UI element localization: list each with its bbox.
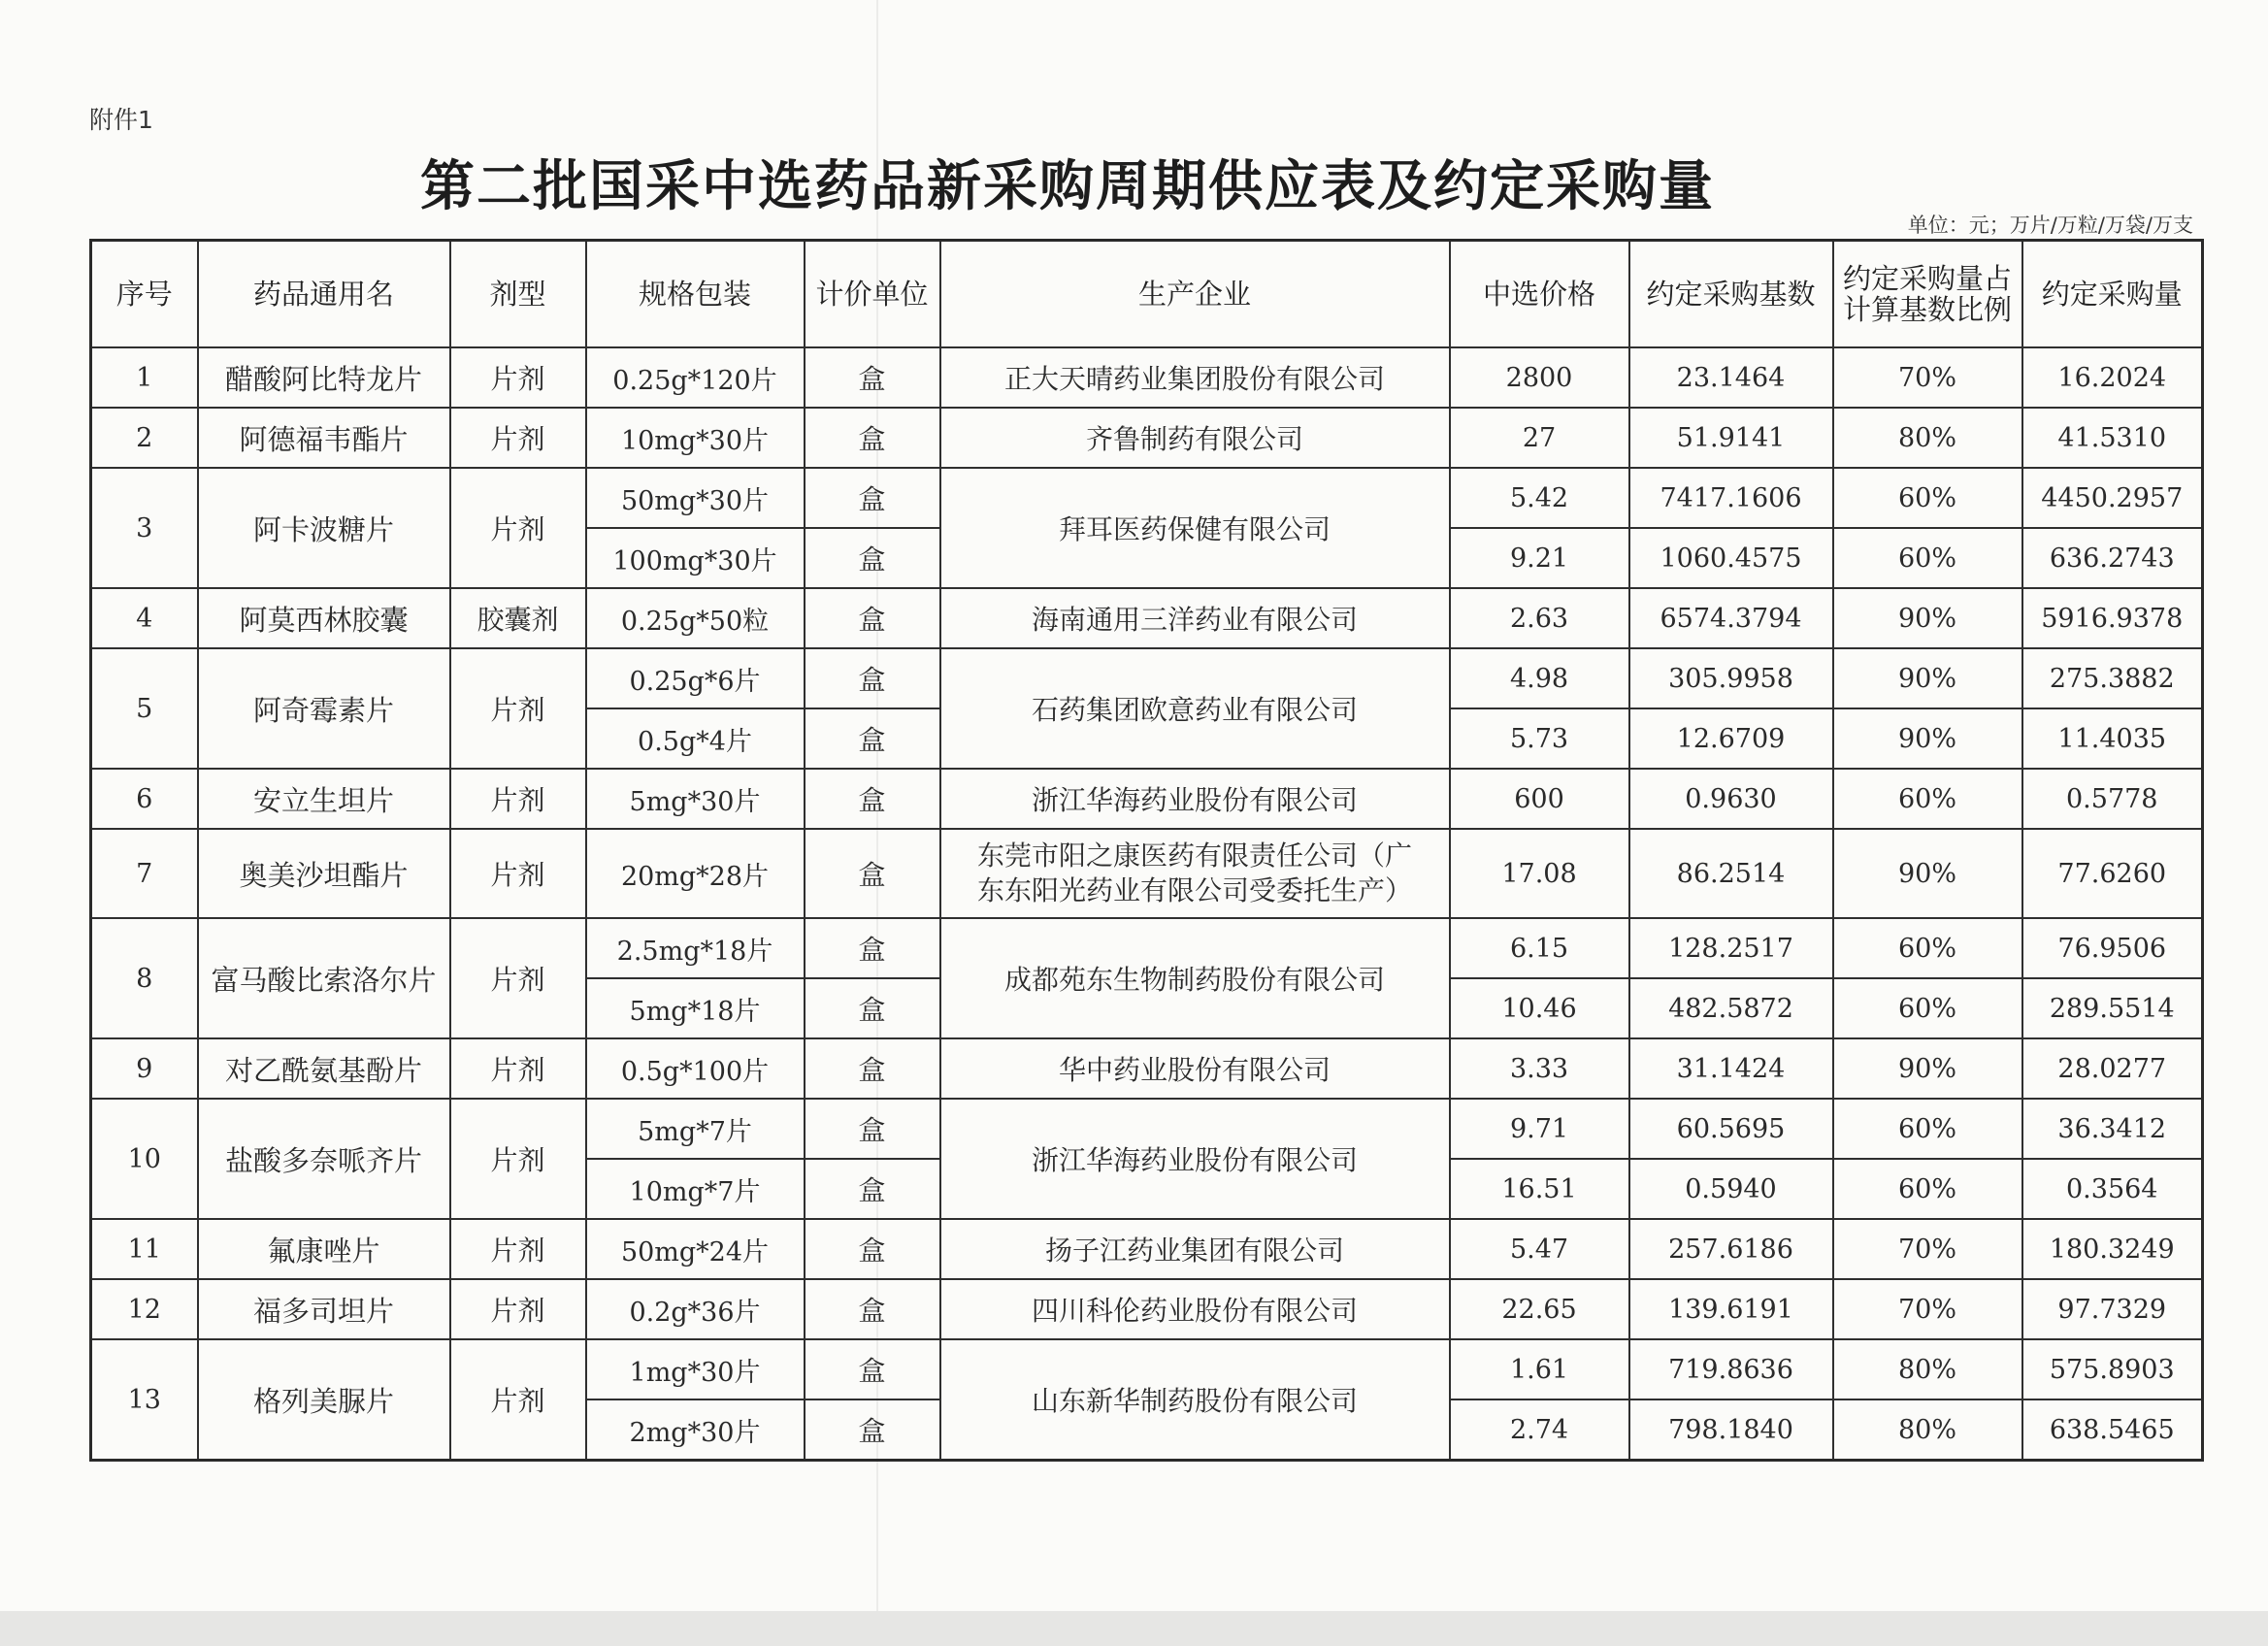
cell-company: 四川科伦药业股份有限公司 xyxy=(940,1279,1450,1339)
table-row xyxy=(91,829,2203,918)
cell-ratio: 60% xyxy=(1833,978,2022,1038)
cell-unit: 盒 xyxy=(805,347,940,408)
table-row xyxy=(91,918,2203,978)
cell-base: 0.9630 xyxy=(1629,769,1833,829)
cell-base: 31.1424 xyxy=(1629,1038,1833,1099)
cell-name: 盐酸多奈哌齐片 xyxy=(198,1099,450,1219)
company-line-2: 东东阳光药业有限公司受委托生产） xyxy=(976,874,1412,906)
cell-price: 6.15 xyxy=(1450,918,1629,978)
cell-name: 醋酸阿比特龙片 xyxy=(198,347,450,408)
cell-ratio: 90% xyxy=(1833,708,2022,769)
cell-form: 片剂 xyxy=(450,829,586,918)
cell-ratio: 60% xyxy=(1833,528,2022,588)
cell-spec: 100mg*30片 xyxy=(586,528,805,588)
cell-no: 12 xyxy=(91,1279,198,1339)
cell-no: 1 xyxy=(91,347,198,408)
cell-spec: 5mg*7片 xyxy=(586,1099,805,1159)
cell-company: 扬子江药业集团有限公司 xyxy=(940,1219,1450,1279)
scanner-margin xyxy=(0,1611,2268,1646)
cell-form: 片剂 xyxy=(450,918,586,1038)
cell-qty: 638.5465 xyxy=(2022,1399,2203,1461)
cell-price: 4.98 xyxy=(1450,648,1629,708)
unit-note: 单位：元；万片/万粒/万袋/万支 xyxy=(1907,214,2193,237)
cell-price: 2.63 xyxy=(1450,588,1629,648)
cell-unit: 盒 xyxy=(805,588,940,648)
cell-ratio: 80% xyxy=(1833,1339,2022,1399)
cell-no: 3 xyxy=(91,468,198,588)
cell-no: 11 xyxy=(91,1219,198,1279)
cell-form: 片剂 xyxy=(450,468,586,588)
cell-qty: 11.4035 xyxy=(2022,708,2203,769)
cell-name: 氟康唑片 xyxy=(198,1219,450,1279)
cell-price: 5.73 xyxy=(1450,708,1629,769)
cell-form: 片剂 xyxy=(450,408,586,468)
cell-qty: 36.3412 xyxy=(2022,1099,2203,1159)
cell-name: 对乙酰氨基酚片 xyxy=(198,1038,450,1099)
cell-name: 阿德福韦酯片 xyxy=(198,408,450,468)
cell-spec: 20mg*28片 xyxy=(586,829,805,918)
cell-qty: 0.3564 xyxy=(2022,1159,2203,1219)
cell-qty: 5916.9378 xyxy=(2022,588,2203,648)
cell-qty: 77.6260 xyxy=(2022,829,2203,918)
cell-base: 257.6186 xyxy=(1629,1219,1833,1279)
cell-qty: 180.3249 xyxy=(2022,1219,2203,1279)
attachment-label: 附件1 xyxy=(89,106,153,134)
cell-company: 齐鲁制药有限公司 xyxy=(940,408,1450,468)
cell-qty: 97.7329 xyxy=(2022,1279,2203,1339)
cell-base: 7417.1606 xyxy=(1629,468,1833,528)
cell-unit: 盒 xyxy=(805,708,940,769)
cell-qty: 275.3882 xyxy=(2022,648,2203,708)
table-row xyxy=(91,1099,2203,1159)
cell-price: 27 xyxy=(1450,408,1629,468)
cell-ratio: 60% xyxy=(1833,769,2022,829)
cell-price: 2800 xyxy=(1450,347,1629,408)
cell-ratio: 60% xyxy=(1833,468,2022,528)
cell-base: 12.6709 xyxy=(1629,708,1833,769)
table-row xyxy=(91,648,2203,708)
company-line-1: 东莞市阳之康医药有限责任公司（广 xyxy=(976,839,1412,872)
cell-unit: 盒 xyxy=(805,408,940,468)
cell-unit: 盒 xyxy=(805,1339,940,1399)
cell-company: 正大天晴药业集团股份有限公司 xyxy=(940,347,1450,408)
table-row xyxy=(91,408,2203,468)
cell-unit: 盒 xyxy=(805,769,940,829)
cell-price: 16.51 xyxy=(1450,1159,1629,1219)
cell-no: 4 xyxy=(91,588,198,648)
header-unit: 计价单位 xyxy=(805,241,940,348)
cell-base: 0.5940 xyxy=(1629,1159,1833,1219)
cell-base: 128.2517 xyxy=(1629,918,1833,978)
cell-price: 22.65 xyxy=(1450,1279,1629,1339)
cell-form: 片剂 xyxy=(450,1038,586,1099)
cell-unit: 盒 xyxy=(805,1399,940,1461)
cell-ratio: 60% xyxy=(1833,918,2022,978)
cell-base: 23.1464 xyxy=(1629,347,1833,408)
cell-spec: 1mg*30片 xyxy=(586,1339,805,1399)
cell-ratio: 60% xyxy=(1833,1159,2022,1219)
cell-unit: 盒 xyxy=(805,918,940,978)
cell-unit: 盒 xyxy=(805,978,940,1038)
cell-price: 10.46 xyxy=(1450,978,1629,1038)
cell-price: 3.33 xyxy=(1450,1038,1629,1099)
cell-base: 482.5872 xyxy=(1629,978,1833,1038)
page-title: 第二批国采中选药品新采购周期供应表及约定采购量 xyxy=(420,155,1715,218)
cell-unit: 盒 xyxy=(805,648,940,708)
cell-no: 2 xyxy=(91,408,198,468)
cell-ratio: 70% xyxy=(1833,1279,2022,1339)
cell-form: 片剂 xyxy=(450,769,586,829)
cell-qty: 0.5778 xyxy=(2022,769,2203,829)
cell-spec: 0.5g*4片 xyxy=(586,708,805,769)
header-spec: 规格包装 xyxy=(586,241,805,348)
header-price: 中选价格 xyxy=(1450,241,1629,348)
cell-spec: 5mg*30片 xyxy=(586,769,805,829)
cell-unit: 盒 xyxy=(805,1279,940,1339)
cell-price: 2.74 xyxy=(1450,1399,1629,1461)
cell-unit: 盒 xyxy=(805,528,940,588)
cell-ratio: 90% xyxy=(1833,1038,2022,1099)
cell-ratio: 90% xyxy=(1833,588,2022,648)
header-no: 序号 xyxy=(91,241,198,348)
cell-company xyxy=(940,829,1450,918)
cell-name: 安立生坦片 xyxy=(198,769,450,829)
cell-company: 拜耳医药保健有限公司 xyxy=(940,468,1450,588)
cell-qty: 28.0277 xyxy=(2022,1038,2203,1099)
cell-qty: 16.2024 xyxy=(2022,347,2203,408)
cell-price: 5.42 xyxy=(1450,468,1629,528)
table-row xyxy=(91,347,2203,408)
cell-base: 1060.4575 xyxy=(1629,528,1833,588)
cell-name: 奥美沙坦酯片 xyxy=(198,829,450,918)
cell-price: 5.47 xyxy=(1450,1219,1629,1279)
cell-company: 山东新华制药股份有限公司 xyxy=(940,1339,1450,1461)
table-row xyxy=(91,1038,2203,1099)
cell-ratio: 60% xyxy=(1833,1099,2022,1159)
cell-base: 86.2514 xyxy=(1629,829,1833,918)
cell-spec: 5mg*18片 xyxy=(586,978,805,1038)
supply-table xyxy=(89,239,2204,1462)
cell-form: 片剂 xyxy=(450,1279,586,1339)
cell-ratio: 90% xyxy=(1833,648,2022,708)
table-row xyxy=(91,588,2203,648)
cell-qty: 76.9506 xyxy=(2022,918,2203,978)
cell-name: 格列美脲片 xyxy=(198,1339,450,1461)
cell-price: 9.71 xyxy=(1450,1099,1629,1159)
cell-qty: 41.5310 xyxy=(2022,408,2203,468)
cell-no: 5 xyxy=(91,648,198,769)
cell-price: 1.61 xyxy=(1450,1339,1629,1399)
cell-company: 石药集团欧意药业有限公司 xyxy=(940,648,1450,769)
table-row xyxy=(91,1219,2203,1279)
cell-company: 成都苑东生物制药股份有限公司 xyxy=(940,918,1450,1038)
cell-name: 阿卡波糖片 xyxy=(198,468,450,588)
cell-price: 600 xyxy=(1450,769,1629,829)
cell-company: 浙江华海药业股份有限公司 xyxy=(940,1099,1450,1219)
cell-ratio: 80% xyxy=(1833,1399,2022,1461)
cell-no: 9 xyxy=(91,1038,198,1099)
cell-ratio: 90% xyxy=(1833,829,2022,918)
header-name: 药品通用名 xyxy=(198,241,450,348)
cell-spec: 0.25g*6片 xyxy=(586,648,805,708)
cell-spec: 50mg*30片 xyxy=(586,468,805,528)
header-base: 约定采购基数 xyxy=(1629,241,1833,348)
cell-company: 海南通用三洋药业有限公司 xyxy=(940,588,1450,648)
cell-name: 富马酸比索洛尔片 xyxy=(198,918,450,1038)
cell-base: 719.8636 xyxy=(1629,1339,1833,1399)
cell-base: 305.9958 xyxy=(1629,648,1833,708)
cell-base: 60.5695 xyxy=(1629,1099,1833,1159)
cell-unit: 盒 xyxy=(805,1099,940,1159)
header-ratio: 约定采购量占计算基数比例 xyxy=(1833,241,2022,348)
cell-form: 胶囊剂 xyxy=(450,588,586,648)
cell-form: 片剂 xyxy=(450,1099,586,1219)
cell-unit: 盒 xyxy=(805,1219,940,1279)
cell-qty: 4450.2957 xyxy=(2022,468,2203,528)
cell-ratio: 70% xyxy=(1833,1219,2022,1279)
cell-spec: 2.5mg*18片 xyxy=(586,918,805,978)
cell-no: 10 xyxy=(91,1099,198,1219)
cell-spec: 2mg*30片 xyxy=(586,1399,805,1461)
cell-name: 阿莫西林胶囊 xyxy=(198,588,450,648)
cell-base: 798.1840 xyxy=(1629,1399,1833,1461)
cell-form: 片剂 xyxy=(450,347,586,408)
cell-form: 片剂 xyxy=(450,1339,586,1461)
cell-no: 7 xyxy=(91,829,198,918)
table-header-row xyxy=(91,241,2203,348)
cell-name: 阿奇霉素片 xyxy=(198,648,450,769)
cell-spec: 10mg*30片 xyxy=(586,408,805,468)
cell-spec: 50mg*24片 xyxy=(586,1219,805,1279)
cell-base: 51.9141 xyxy=(1629,408,1833,468)
cell-ratio: 80% xyxy=(1833,408,2022,468)
cell-unit: 盒 xyxy=(805,829,940,918)
cell-qty: 636.2743 xyxy=(2022,528,2203,588)
cell-ratio: 70% xyxy=(1833,347,2022,408)
cell-base: 6574.3794 xyxy=(1629,588,1833,648)
table-row xyxy=(91,468,2203,528)
table-row xyxy=(91,1279,2203,1339)
header-company: 生产企业 xyxy=(940,241,1450,348)
table-row xyxy=(91,1339,2203,1399)
cell-unit: 盒 xyxy=(805,1159,940,1219)
cell-form: 片剂 xyxy=(450,1219,586,1279)
header-qty: 约定采购量 xyxy=(2022,241,2203,348)
cell-name: 福多司坦片 xyxy=(198,1279,450,1339)
cell-no: 8 xyxy=(91,918,198,1038)
cell-price: 17.08 xyxy=(1450,829,1629,918)
cell-spec: 0.5g*100片 xyxy=(586,1038,805,1099)
cell-unit: 盒 xyxy=(805,1038,940,1099)
cell-no: 13 xyxy=(91,1339,198,1461)
cell-company: 华中药业股份有限公司 xyxy=(940,1038,1450,1099)
cell-price: 9.21 xyxy=(1450,528,1629,588)
cell-company: 浙江华海药业股份有限公司 xyxy=(940,769,1450,829)
cell-base: 139.6191 xyxy=(1629,1279,1833,1339)
cell-spec: 0.25g*120片 xyxy=(586,347,805,408)
cell-form: 片剂 xyxy=(450,648,586,769)
cell-unit: 盒 xyxy=(805,468,940,528)
cell-spec: 0.2g*36片 xyxy=(586,1279,805,1339)
header-form: 剂型 xyxy=(450,241,586,348)
table-row xyxy=(91,769,2203,829)
cell-qty: 289.5514 xyxy=(2022,978,2203,1038)
cell-spec: 10mg*7片 xyxy=(586,1159,805,1219)
cell-qty: 575.8903 xyxy=(2022,1339,2203,1399)
cell-no: 6 xyxy=(91,769,198,829)
cell-spec: 0.25g*50粒 xyxy=(586,588,805,648)
